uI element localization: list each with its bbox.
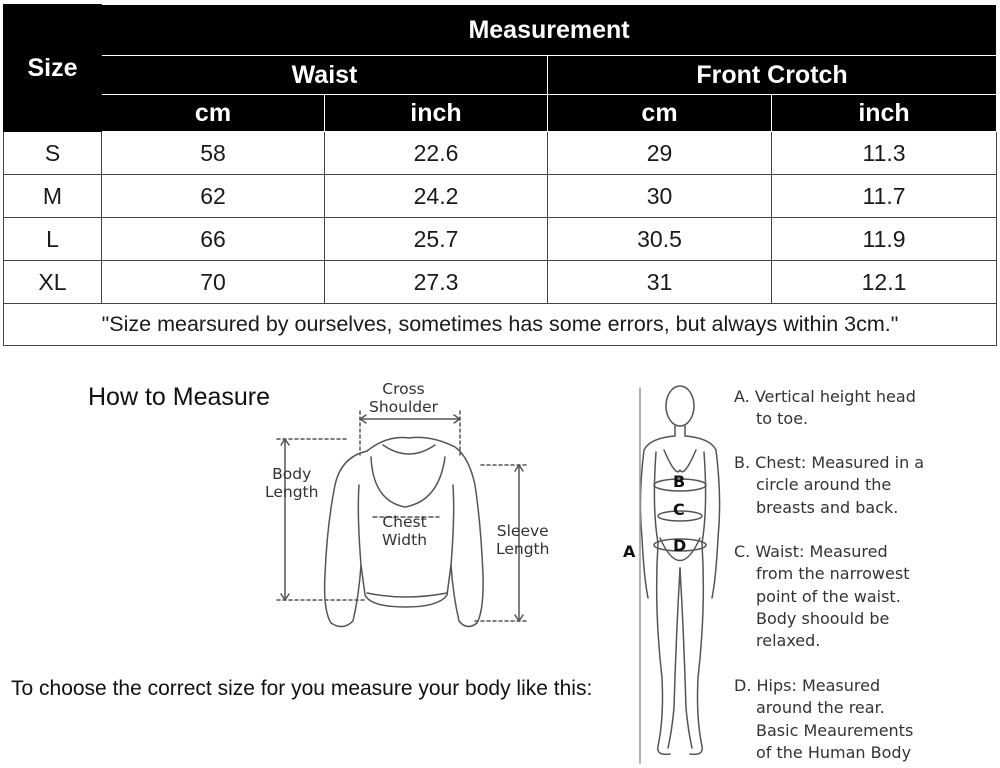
measurement-header: Measurement: [102, 5, 997, 56]
size-cell: S: [4, 132, 102, 175]
cross-shoulder-label: Cross Shoulder: [369, 380, 439, 416]
size-cell: M: [4, 175, 102, 218]
choose-size-instruction: To choose the correct size for you measure your body like this:: [11, 677, 593, 700]
waist-cm-cell: 58: [102, 132, 325, 175]
table-row: [4, 261, 997, 304]
front-crotch-header: Front Crotch: [548, 56, 997, 95]
waist-inch-cell: 24.2: [325, 175, 548, 218]
body-length-label: Body Length: [265, 465, 319, 501]
size-header: Size: [4, 5, 102, 132]
crotch-inch-cell: 12.1: [772, 261, 997, 304]
unit-header: cm: [548, 95, 772, 132]
crotch-cm-cell: 30.5: [548, 218, 772, 261]
figure-letter-b: B: [673, 472, 686, 491]
crotch-inch-cell: 11.9: [772, 218, 997, 261]
crotch-inch-cell: 11.7: [772, 175, 997, 218]
waist-inch-cell: 25.7: [325, 218, 548, 261]
description-d: D. Hips: Measured around the rear. Basic Meaurements of the Human Body: [734, 676, 914, 762]
crotch-cm-cell: 30: [548, 175, 772, 218]
waist-cm-cell: 62: [102, 175, 325, 218]
crotch-inch-cell: 11.3: [772, 132, 997, 175]
figure-letter-d: D: [673, 536, 687, 555]
crotch-cm-cell: 29: [548, 132, 772, 175]
waist-header: Waist: [102, 56, 548, 95]
description-b: B. Chest: Measured in a circle around the breasts and back.: [734, 453, 925, 517]
table-row: [4, 175, 997, 218]
waist-cm-cell: 66: [102, 218, 325, 261]
figure-letter-c: C: [673, 500, 685, 519]
unit-header: cm: [102, 95, 325, 132]
size-note: "Size mearsured by ourselves, sometimes has some errors, but always within 3cm.": [4, 304, 997, 346]
table-row: [4, 218, 997, 261]
table-row: [4, 132, 997, 175]
waist-inch-cell: 22.6: [325, 132, 548, 175]
body-figure-diagram: [620, 378, 730, 768]
sleeve-length-label: Sleeve Length: [496, 522, 550, 558]
figure-letter-a: A: [623, 542, 636, 561]
waist-cm-cell: 70: [102, 261, 325, 304]
size-cell: XL: [4, 261, 102, 304]
unit-header: inch: [772, 95, 997, 132]
size-cell: L: [4, 218, 102, 261]
size-table: [3, 4, 997, 346]
description-c: C. Waist: Measured from the narrowest point of the waist. Body shoould be relaxed.: [734, 542, 910, 651]
how-to-measure-title: How to Measure: [88, 383, 271, 411]
crotch-cm-cell: 31: [548, 261, 772, 304]
chest-width-label: Chest Width: [382, 513, 428, 549]
unit-header: inch: [325, 95, 548, 132]
description-a: A. Vertical height head to toe.: [734, 387, 916, 429]
waist-inch-cell: 27.3: [325, 261, 548, 304]
